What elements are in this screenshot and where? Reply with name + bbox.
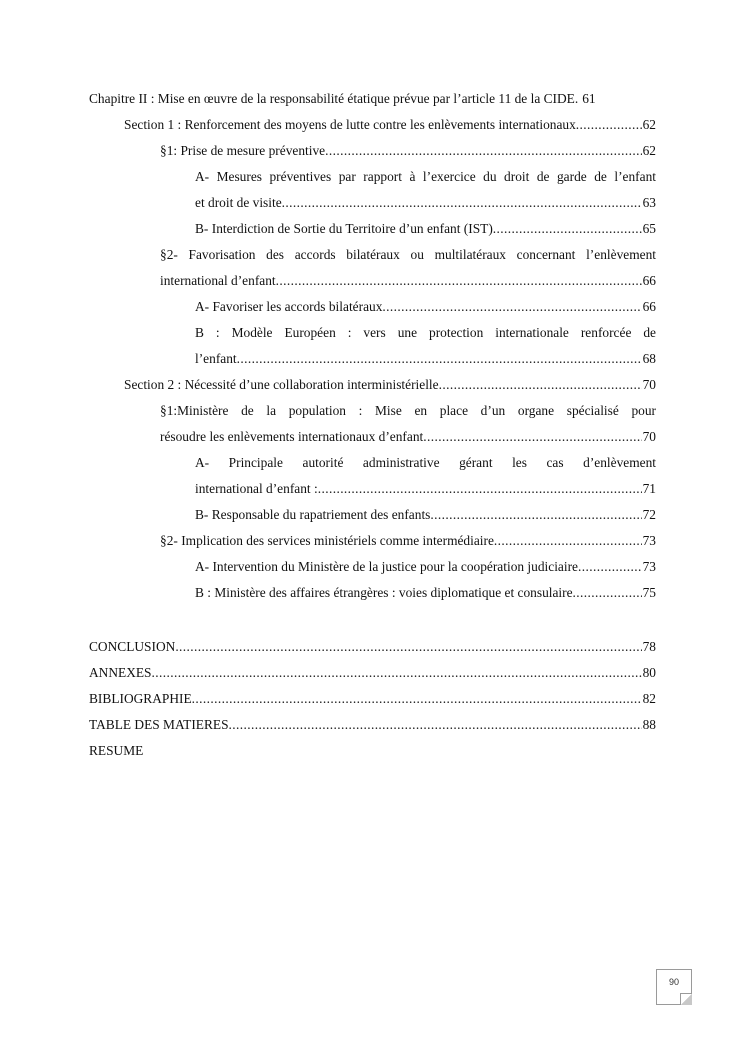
toc-entry-page: 62 bbox=[642, 117, 656, 132]
toc-entry-title-continued: et droit de visite bbox=[195, 195, 282, 210]
toc-entry-page: 70 bbox=[642, 429, 656, 444]
toc-entry-page: 71 bbox=[642, 481, 656, 496]
toc-entry-page: 66 bbox=[642, 299, 656, 314]
toc-entry-table-des-matieres bbox=[89, 712, 656, 738]
toc-entry-s1-paragraph-1 bbox=[89, 138, 656, 164]
dot-leader bbox=[382, 294, 641, 320]
toc-entry-annexes bbox=[89, 660, 656, 686]
toc-entry-section-2 bbox=[89, 372, 656, 398]
dot-leader bbox=[439, 372, 642, 398]
toc-entry-title: RESUME bbox=[89, 743, 144, 758]
spacer bbox=[89, 606, 656, 634]
toc-entry-title: B- Interdiction de Sortie du Territoire d’un enfant (IST) bbox=[195, 221, 493, 236]
toc-entry-s2-paragraph-2 bbox=[89, 528, 656, 554]
dot-leader bbox=[573, 580, 642, 606]
dot-leader bbox=[576, 112, 642, 138]
dot-leader bbox=[578, 554, 642, 580]
dot-leader bbox=[229, 712, 642, 738]
toc-entry-s1-paragraph-2-line2 bbox=[89, 268, 656, 294]
page-number-box bbox=[656, 969, 692, 1005]
dot-leader bbox=[175, 634, 641, 660]
toc-entry-s2-p2-b bbox=[89, 580, 656, 606]
toc-entry-s2-p1-a-line1 bbox=[89, 450, 656, 476]
toc-entry-title: BIBLIOGRAPHIE bbox=[89, 691, 192, 706]
toc-entry-title: B : Ministère des affaires étrangères : voies diplomatique et consulaire bbox=[195, 585, 573, 600]
toc-entry-title-continued: international d’enfant bbox=[160, 273, 276, 288]
dot-leader bbox=[493, 216, 642, 242]
toc-entry-page: 62 bbox=[642, 143, 656, 158]
toc-entry-title: ANNEXES bbox=[89, 665, 152, 680]
toc-entry-title: B : Modèle Européen : vers une protection internationale renforcée de bbox=[195, 325, 656, 340]
toc-entry-page: 61 bbox=[582, 91, 596, 106]
toc-entry-page: 68 bbox=[642, 351, 656, 366]
toc-entry-title: Section 1 : Renforcement des moyens de lutte contre les enlèvements internationaux bbox=[124, 117, 576, 132]
toc-entry-title-continued: international d’enfant : bbox=[195, 481, 318, 496]
toc-entry-resume bbox=[89, 738, 656, 764]
toc-entry-title: TABLE DES MATIERES bbox=[89, 717, 229, 732]
toc-entry-s1-p2-b-line2 bbox=[89, 346, 656, 372]
toc-entry-title: A- Mesures préventives par rapport à l’exercice du droit de garde de l’enfant bbox=[195, 169, 656, 184]
toc-entry-page: 70 bbox=[642, 377, 656, 392]
toc-entry-conclusion bbox=[89, 634, 656, 660]
toc-entry-s2-paragraph-1-line1 bbox=[89, 398, 656, 424]
toc-entry-s1-p1-b bbox=[89, 216, 656, 242]
toc-entry-section-1 bbox=[89, 112, 656, 138]
toc-entry-s1-p2-a bbox=[89, 294, 656, 320]
toc-entry-title: CONCLUSION bbox=[89, 639, 176, 654]
toc-entry-s1-paragraph-2-line1 bbox=[89, 242, 656, 268]
toc-entry-page: 65 bbox=[642, 221, 656, 236]
toc-entry-page: 72 bbox=[642, 507, 656, 522]
toc-entry-page: 66 bbox=[642, 273, 656, 288]
dot-leader bbox=[430, 502, 641, 528]
page-number: 90 bbox=[668, 977, 679, 987]
dot-leader bbox=[152, 660, 642, 686]
dot-leader bbox=[192, 686, 642, 712]
toc-entry-title: §1: Prise de mesure préventive bbox=[160, 143, 326, 158]
toc-entry-s1-p2-b-line1 bbox=[89, 320, 656, 346]
dot-leader bbox=[325, 138, 642, 164]
toc-entry-title: Chapitre II : Mise en œuvre de la responsabilité étatique prévue par l’article 11 de la CIDE. bbox=[89, 91, 579, 106]
toc-entry-page: 73 bbox=[642, 533, 656, 548]
toc-entry-s2-p1-a-line2 bbox=[89, 476, 656, 502]
toc-entry-s2-paragraph-1-line2 bbox=[89, 424, 656, 450]
toc-entry-title: §2- Favorisation des accords bilatéraux ou multilatéraux concernant l’enlèvement bbox=[160, 247, 656, 262]
toc-entry-title: B- Responsable du rapatriement des enfants bbox=[195, 507, 431, 522]
toc-entry-page: 80 bbox=[642, 665, 656, 680]
table-of-contents bbox=[89, 86, 656, 764]
toc-entry-s1-p1-a-line1 bbox=[89, 164, 656, 190]
toc-entry-bibliographie bbox=[89, 686, 656, 712]
dot-leader bbox=[276, 268, 642, 294]
toc-entry-s1-p1-a-line2 bbox=[89, 190, 656, 216]
toc-entry-page: 82 bbox=[642, 691, 656, 706]
dot-leader bbox=[494, 528, 642, 554]
toc-entry-page: 88 bbox=[642, 717, 656, 732]
toc-entry-title-continued: l’enfant bbox=[195, 351, 237, 366]
toc-entry-page: 78 bbox=[642, 639, 656, 654]
toc-entry-title: Section 2 : Nécessité d’une collaboration interministérielle bbox=[124, 377, 439, 392]
dot-leader bbox=[318, 476, 642, 502]
toc-entry-title: §1:Ministère de la population : Mise en place d’un organe spécialisé pour bbox=[160, 403, 656, 418]
toc-entry-title-continued: résoudre les enlèvements internationaux d’enfant bbox=[160, 429, 424, 444]
dot-leader bbox=[237, 346, 642, 372]
toc-entry-chapitre-2 bbox=[89, 86, 656, 112]
toc-entry-page: 73 bbox=[642, 559, 656, 574]
dot-leader bbox=[282, 190, 642, 216]
toc-entry-s2-p2-a bbox=[89, 554, 656, 580]
toc-entry-title: A- Principale autorité administrative gérant les cas d’enlèvement bbox=[195, 455, 656, 470]
toc-entry-title: A- Favoriser les accords bilatéraux bbox=[195, 299, 383, 314]
toc-entry-title: §2- Implication des services ministériels comme intermédiaire bbox=[160, 533, 494, 548]
toc-entry-s2-p1-b bbox=[89, 502, 656, 528]
toc-entry-title: A- Intervention du Ministère de la justice pour la coopération judiciaire bbox=[195, 559, 578, 574]
toc-entry-page: 75 bbox=[642, 585, 656, 600]
toc-entry-page: 63 bbox=[642, 195, 656, 210]
dot-leader bbox=[423, 424, 641, 450]
